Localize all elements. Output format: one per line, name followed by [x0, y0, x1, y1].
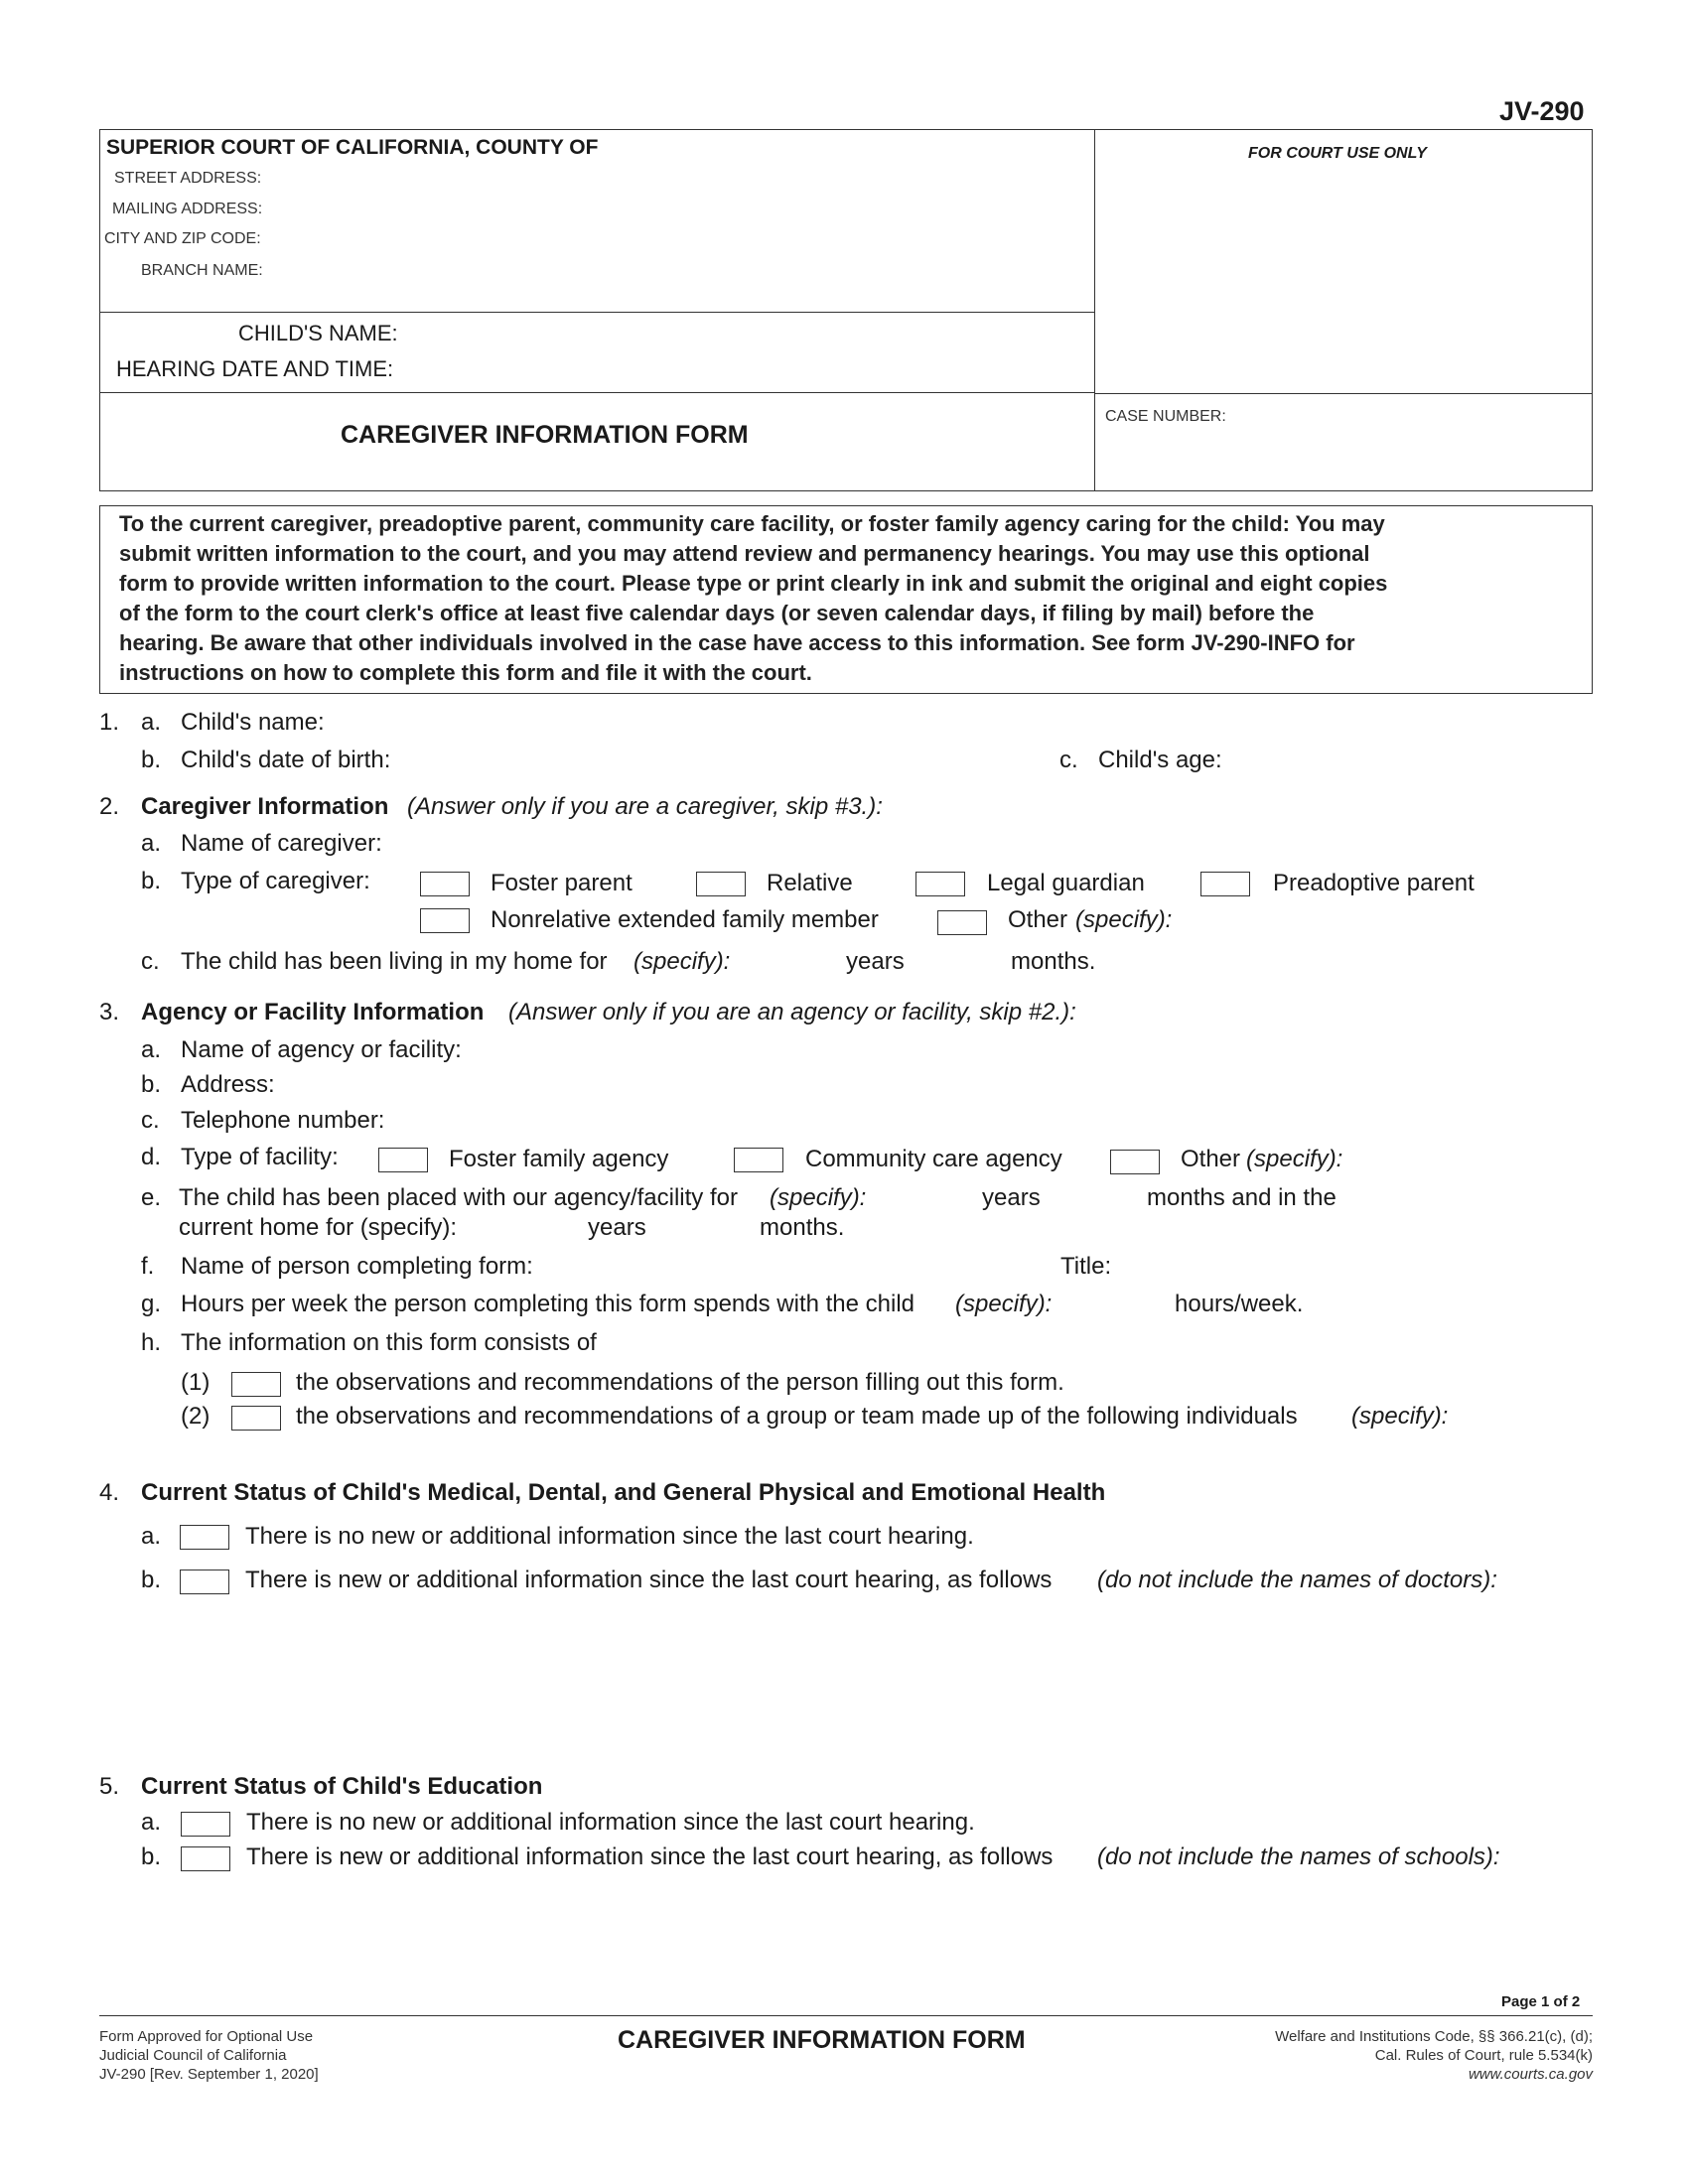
other-facility-specify: (specify): — [1246, 1146, 1343, 1172]
team-observations-label: the observations and recommendations of a group or team made up of the following individuals — [296, 1403, 1298, 1430]
footer-left-1: Form Approved for Optional Use — [99, 2028, 314, 2045]
team-observations-specify: (specify): — [1351, 1403, 1449, 1430]
individual-observations-checkbox[interactable] — [231, 1372, 281, 1397]
section-4-number: 4. — [99, 1479, 120, 1506]
team-observations-checkbox[interactable] — [231, 1406, 281, 1431]
item-3a-letter: a. — [141, 1036, 162, 1063]
person-completing-label: Name of person completing form: — [181, 1253, 533, 1280]
legal-guardian-label: Legal guardian — [987, 870, 1145, 896]
branch-name-label: BRANCH NAME: — [141, 262, 263, 279]
form-id: JV-290 — [1499, 96, 1585, 126]
court-title: SUPERIOR COURT OF CALIFORNIA, COUNTY OF — [106, 136, 599, 159]
mailing-address-label: MAILING ADDRESS: — [112, 201, 263, 217]
legal-guardian-checkbox[interactable] — [915, 872, 965, 896]
item-3c-letter: c. — [141, 1107, 160, 1134]
footer-right-2: Cal. Rules of Court, rule 5.534(k) — [1374, 2047, 1593, 2064]
section-3-number: 3. — [99, 999, 120, 1025]
foster-parent-label: Foster parent — [491, 870, 633, 896]
form-title: CAREGIVER INFORMATION FORM — [341, 421, 749, 449]
street-address-label: STREET ADDRESS: — [114, 170, 262, 187]
instructions-line: of the form to the court clerk's office at least five calendar days (or seven calendar days, if filing by mail) before the — [119, 601, 1315, 625]
section-3-title: Agency or Facility Information — [141, 999, 485, 1025]
item-2c-letter: c. — [141, 948, 160, 975]
section-4-title: Current Status of Child's Medical, Dental, and General Physical and Emotional Health — [141, 1479, 1106, 1506]
item-5b-letter: b. — [141, 1843, 162, 1870]
foster-parent-checkbox[interactable] — [420, 872, 470, 896]
footer-title: CAREGIVER INFORMATION FORM — [618, 2026, 1026, 2054]
item-3h1-number: (1) — [181, 1369, 211, 1396]
instructions-line: instructions on how to complete this form and file it with the court. — [119, 660, 812, 685]
child-name-field-label: Child's name: — [181, 709, 325, 736]
hearing-date-label: HEARING DATE AND TIME: — [116, 356, 394, 381]
footer-divider — [99, 2015, 1593, 2016]
child-dob-label: Child's date of birth: — [181, 747, 391, 773]
health-new-info-checkbox[interactable] — [180, 1570, 229, 1594]
living-years-label: years — [846, 948, 905, 975]
child-age-label: Child's age: — [1098, 747, 1222, 773]
item-3h-letter: h. — [141, 1329, 162, 1356]
item-3f-letter: f. — [141, 1253, 155, 1280]
section-2-title: Caregiver Information — [141, 793, 389, 820]
instructions-line: To the current caregiver, preadoptive parent, community care facility, or foster family agency caring for the child: You may — [119, 511, 1385, 536]
case-number-label: CASE NUMBER: — [1105, 408, 1226, 425]
instructions-line: hearing. Be aware that other individuals involved in the case have access to this information. See form JV-290-INFO for — [119, 630, 1355, 655]
agency-address-label: Address: — [181, 1071, 275, 1098]
item-3b-letter: b. — [141, 1071, 162, 1098]
page-number: Page 1 of 2 — [1501, 1993, 1581, 2010]
facility-type-label: Type of facility: — [181, 1144, 339, 1170]
education-new-info-label: There is new or additional information since the last court hearing, as follows — [246, 1843, 1054, 1870]
info-consists-label: The information on this form consists of — [181, 1329, 597, 1356]
item-1c-letter: c. — [1059, 747, 1078, 773]
placement-duration-label: The child has been placed with our agency/facility for — [179, 1184, 738, 1211]
section-2-note: (Answer only if you are a caregiver, skip #3.): — [407, 793, 883, 820]
relative-label: Relative — [767, 870, 853, 896]
section-2-number: 2. — [99, 793, 120, 820]
living-duration-specify: (specify): — [633, 948, 731, 975]
court-use-label: FOR COURT USE ONLY — [1248, 145, 1427, 162]
health-new-info-note: (do not include the names of doctors): — [1097, 1567, 1497, 1593]
section-3-note: (Answer only if you are an agency or facility, skip #2.): — [508, 999, 1076, 1025]
item-3d-letter: d. — [141, 1144, 162, 1170]
current-home-years-label: years — [588, 1214, 646, 1241]
health-no-new-info-checkbox[interactable] — [180, 1525, 229, 1550]
relative-checkbox[interactable] — [696, 872, 746, 896]
current-home-label: current home for (specify): — [179, 1214, 458, 1241]
item-2b-letter: b. — [141, 868, 162, 894]
child-name-label: CHILD'S NAME: — [238, 321, 398, 345]
caregiver-name-label: Name of caregiver: — [181, 830, 382, 857]
item-2a-letter: a. — [141, 830, 162, 857]
nonrelative-family-label: Nonrelative extended family member — [491, 906, 879, 933]
person-title-label: Title: — [1060, 1253, 1112, 1280]
item-1a-letter: a. — [141, 709, 162, 736]
item-5a-letter: a. — [141, 1809, 162, 1836]
nonrelative-family-checkbox[interactable] — [420, 908, 470, 933]
living-months-label: months. — [1011, 948, 1096, 975]
section-1-number: 1. — [99, 709, 120, 736]
agency-name-label: Name of agency or facility: — [181, 1036, 462, 1063]
item-3e-letter: e. — [141, 1184, 162, 1211]
education-no-new-info-checkbox[interactable] — [181, 1812, 230, 1837]
education-new-info-note: (do not include the names of schools): — [1097, 1843, 1500, 1870]
education-new-info-checkbox[interactable] — [181, 1846, 230, 1871]
placement-duration-specify: (specify): — [770, 1184, 867, 1211]
other-facility-checkbox[interactable] — [1110, 1150, 1160, 1174]
health-no-new-info-label: There is no new or additional information since the last court hearing. — [245, 1523, 974, 1550]
agency-phone-label: Telephone number: — [181, 1107, 385, 1134]
placement-years-label: years — [982, 1184, 1041, 1211]
living-duration-label: The child has been living in my home for — [181, 948, 608, 975]
item-4a-letter: a. — [141, 1523, 162, 1550]
preadoptive-parent-label: Preadoptive parent — [1273, 870, 1475, 896]
placement-months-label: months and in the — [1147, 1184, 1336, 1211]
community-care-agency-checkbox[interactable] — [734, 1148, 783, 1172]
other-facility-label: Other — [1181, 1146, 1241, 1172]
preadoptive-parent-checkbox[interactable] — [1200, 872, 1250, 896]
foster-family-agency-checkbox[interactable] — [378, 1148, 428, 1172]
item-4b-letter: b. — [141, 1567, 162, 1593]
hours-per-week-label: Hours per week the person completing this form spends with the child — [181, 1291, 915, 1317]
court-use-box — [1094, 129, 1593, 394]
community-care-agency-label: Community care agency — [805, 1146, 1062, 1172]
section-5-title: Current Status of Child's Education — [141, 1773, 543, 1800]
footer-left-3: JV-290 [Rev. September 1, 2020] — [99, 2066, 319, 2083]
footer-left-2: Judicial Council of California — [99, 2047, 287, 2064]
instructions-text — [119, 509, 1589, 688]
current-home-months-label: months. — [760, 1214, 845, 1241]
other-caregiver-checkbox[interactable] — [937, 910, 987, 935]
item-3h2-number: (2) — [181, 1403, 211, 1430]
education-no-new-info-label: There is no new or additional information since the last court hearing. — [246, 1809, 975, 1836]
other-caregiver-label: Other — [1008, 906, 1068, 933]
foster-family-agency-label: Foster family agency — [449, 1146, 669, 1172]
health-info-area[interactable] — [179, 1603, 1589, 1752]
health-new-info-label: There is new or additional information since the last court hearing, as follows — [245, 1567, 1053, 1593]
footer-website[interactable]: www.courts.ca.gov — [1468, 2066, 1593, 2083]
education-info-area[interactable] — [179, 1878, 1589, 1987]
city-zip-label: CITY AND ZIP CODE: — [104, 230, 261, 247]
individual-observations-label: the observations and recommendations of the person filling out this form. — [296, 1369, 1064, 1396]
instructions-line: form to provide written information to the court. Please type or print clearly in ink and submit the original and eight copies — [119, 571, 1388, 596]
hours-per-week-specify: (specify): — [955, 1291, 1053, 1317]
section-5-number: 5. — [99, 1773, 120, 1800]
other-caregiver-specify: (specify): — [1075, 906, 1173, 933]
item-1b-letter: b. — [141, 747, 162, 773]
item-3g-letter: g. — [141, 1291, 162, 1317]
caregiver-type-label: Type of caregiver: — [181, 868, 370, 894]
footer-right-1: Welfare and Institutions Code, §§ 366.21(c), (d); — [1275, 2028, 1593, 2045]
hours-per-week-unit: hours/week. — [1175, 1291, 1304, 1317]
instructions-line: submit written information to the court, and you may attend review and permanency hearings. You may use this optional — [119, 541, 1370, 566]
